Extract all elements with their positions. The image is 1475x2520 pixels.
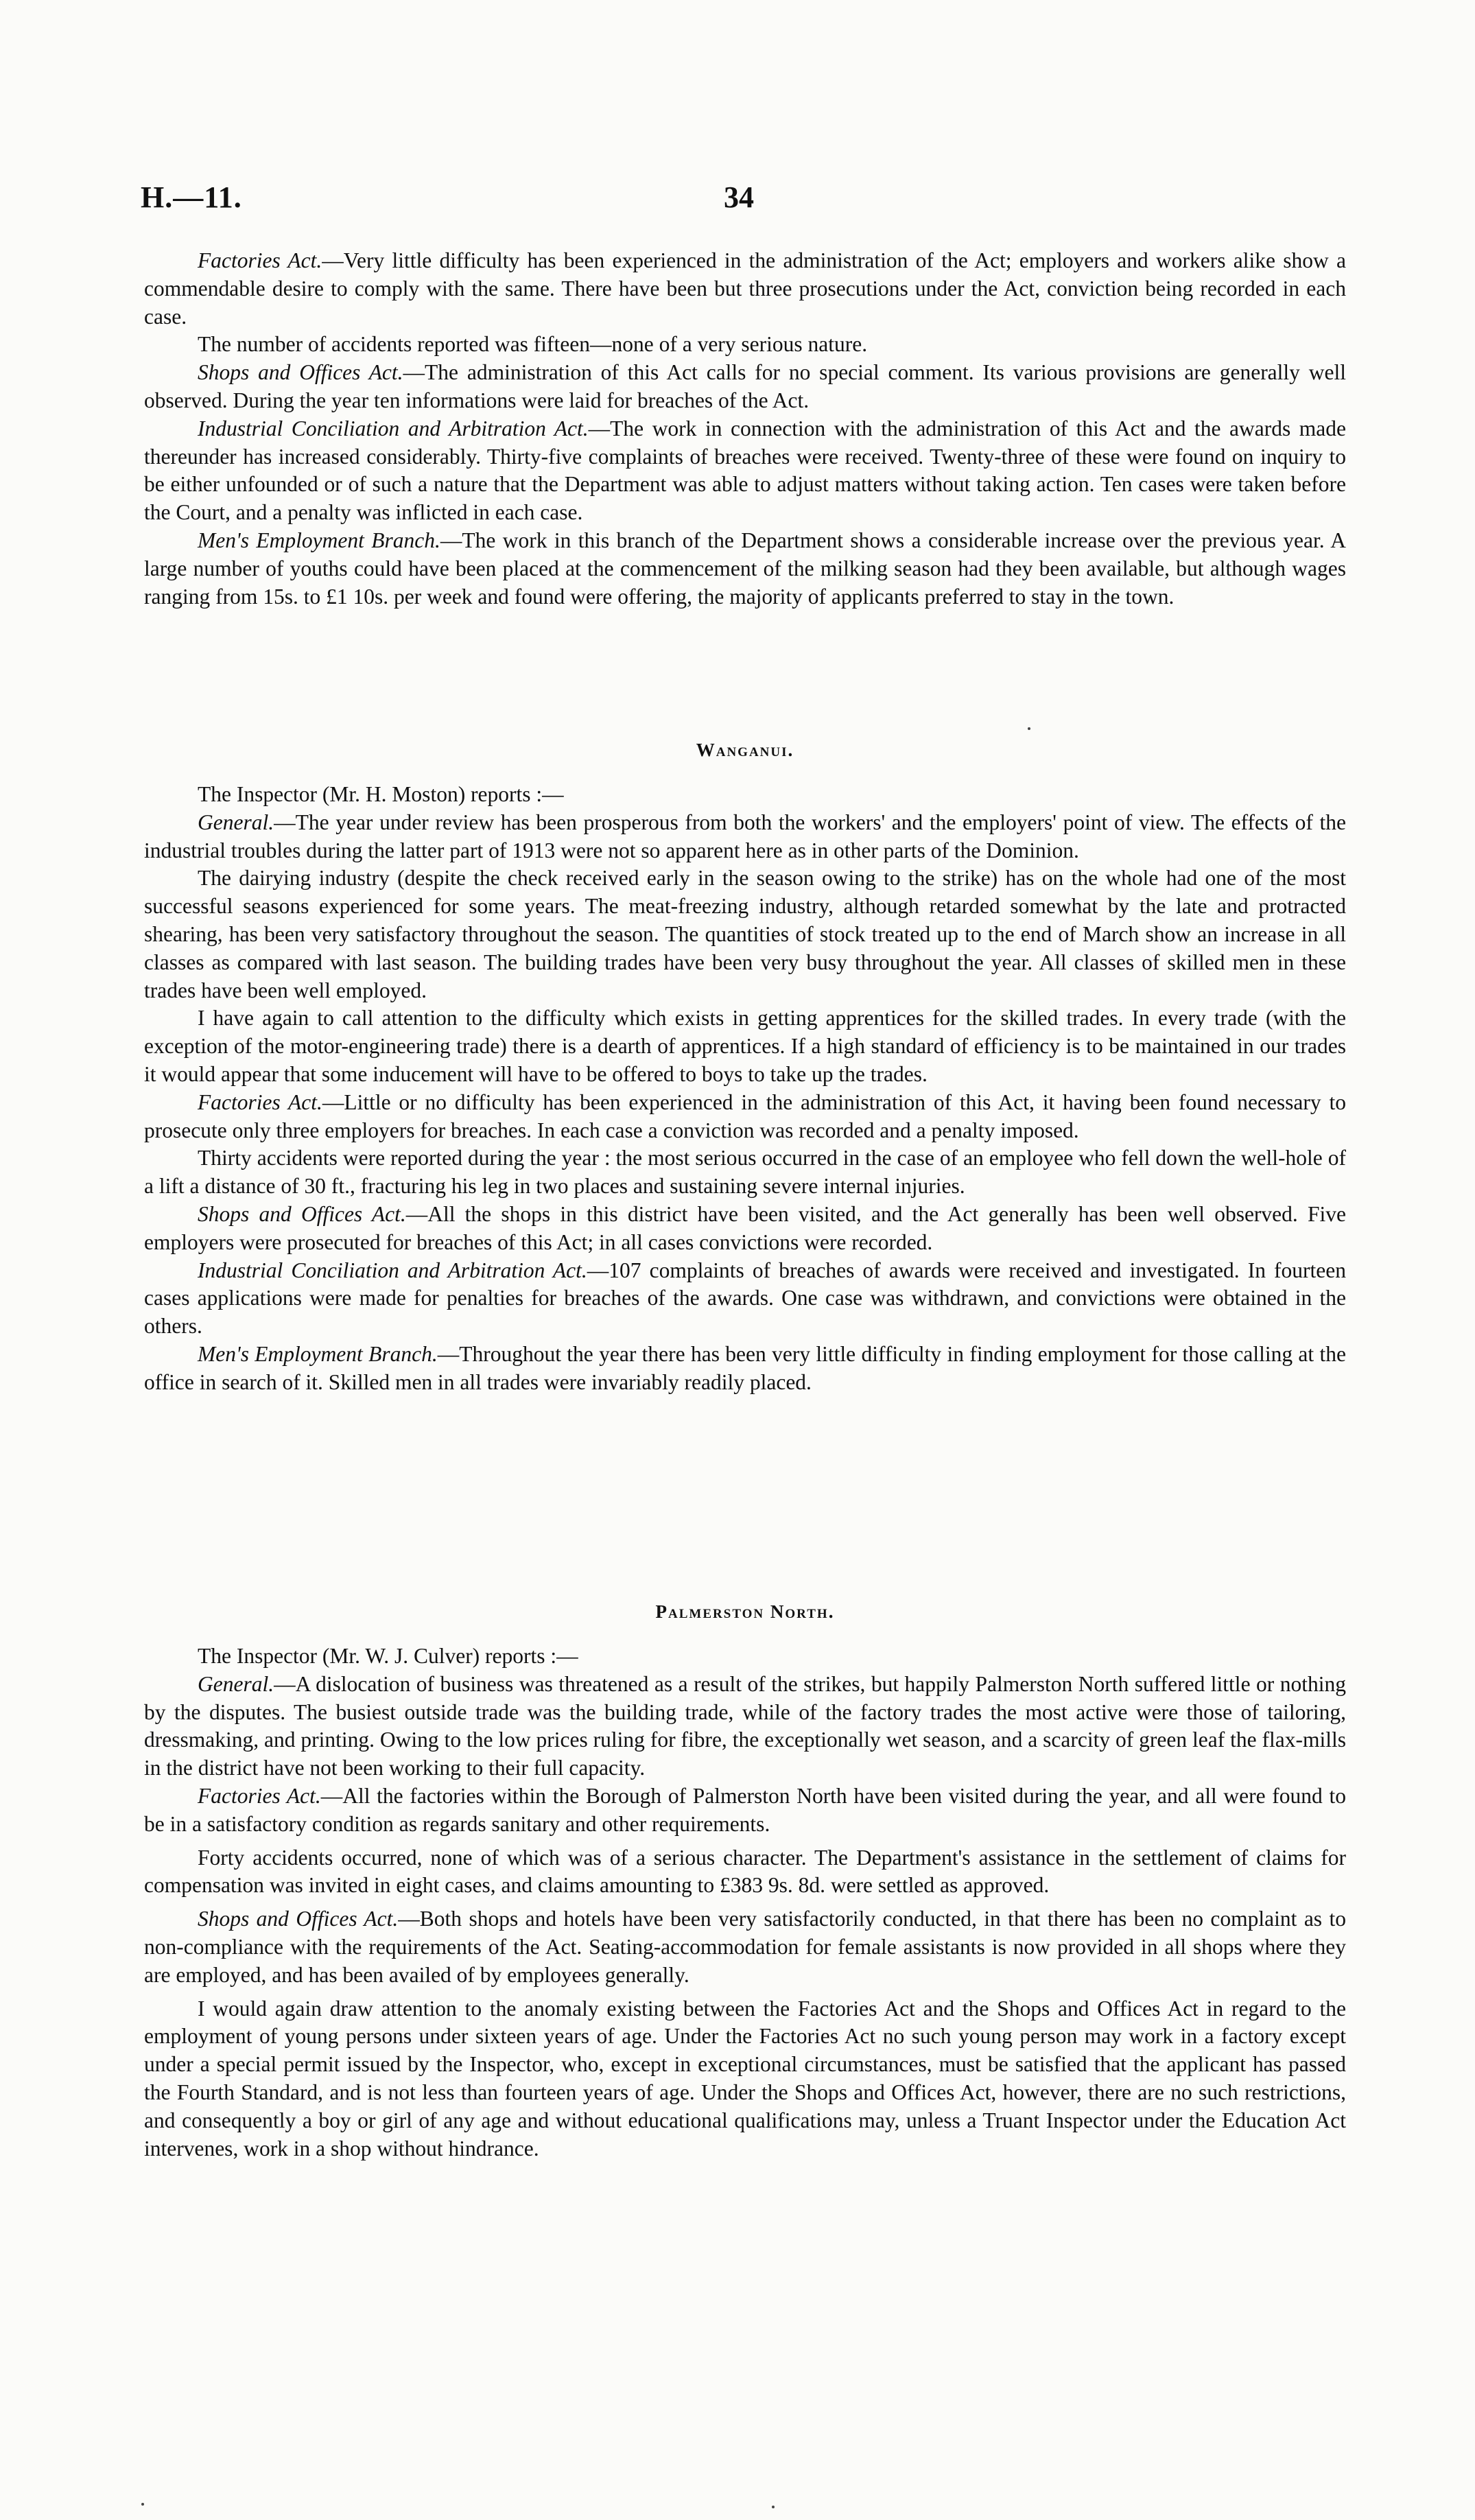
- paragraph: Forty accidents occurred, none of which was of a serious character. The Department's assistance in the settlement of claims for compensation was invited in eight cases, and claims amounting to £383 9s. 8d. were settled as approved.: [144, 1845, 1346, 1898]
- paragraph: I would again draw attention to the anomaly existing between the Factories Act and the Shops and Offices Act in regard to the employment of young persons under sixteen years of age. Under the Factories Act no such young person may work in a factory except under a special permit issued by the Inspector, who, except in exceptional circumstances, must be satisfied that the applicant has passed the Fourth Standard, and is not less than fourteen years of age. Under the Shops and Offices Act, however, there are no such restrictions, and consequently a boy or girl of any age and without educational qualifications may, unless a Truant Inspector under the Education Act intervenes, work in a shop without hindrance.: [144, 1996, 1346, 2160]
- paragraph: General.—The year under review has been prosperous from both the workers' and the employers' point of view. The effects of the industrial troubles during the latter part of 1913 were not so apparent here as in other parts of the Dominion.: [144, 810, 1346, 862]
- section-wanganui: [144, 781, 1346, 1397]
- para-label: Industrial Conciliation and Arbitration Act.: [198, 1258, 587, 1282]
- para-label: Factories Act.: [198, 248, 322, 272]
- section-heading-wanganui: Wanganui.: [696, 740, 794, 760]
- print-speck: [141, 2503, 144, 2506]
- paragraph: The Inspector (Mr. W. J. Culver) reports :—: [198, 1644, 578, 1668]
- paragraph: General.—A dislocation of business was threatened as a result of the strikes, but happily Palmerston North suffered little or nothing by the disputes. The busiest outside trade was the building trade, while of the factory trades the most active were those of tailoring, dressmaking, and printing. Owing to the low prices ruling for fibre, the exceptionally wet season, and a scarcity of green leaf the flax-mills in the district have not been working to their full capacity.: [144, 1671, 1346, 1780]
- report-id: H.—11.: [141, 180, 242, 214]
- paragraph: Men's Employment Branch.—Throughout the year there has been very little difficulty in finding employment for those calling at the office in search of it. Skilled men in all trades were invariably readily placed.: [144, 1341, 1346, 1394]
- para-label: Shops and Offices Act.: [198, 1201, 406, 1226]
- paragraph: Industrial Conciliation and Arbitration Act.—107 complaints of breaches of awards were received and investigated. In fourteen cases applications were made for penalties for breaches of the awards. One case was withdrawn, and convictions were obtained in the others.: [144, 1258, 1346, 1339]
- para-label: Men's Employment Branch.: [198, 528, 440, 552]
- paragraph: Factories Act.—Very little difficulty has been experienced in the administration of the Act; employers and workers alike show a commendable desire to comply with the same. There have been but three prosecutions under the Act, conviction being recorded in each case.: [144, 248, 1346, 329]
- para-label: Shops and Offices Act.: [198, 1907, 399, 1931]
- paragraph: Shops and Offices Act.—All the shops in this district have been visited, and the Act generally has been well observed. Five employers were prosecuted for breaches of this Act; in all cases convictions were recorded.: [144, 1201, 1347, 1254]
- paragraph: Factories Act.—Little or no difficulty has been experienced in the administration of this Act, it having been found necessary to prosecute only three employers for breaches. In each case a conviction was recorded and a penalty imposed.: [144, 1090, 1346, 1142]
- section-palmerston-north: [144, 1642, 1346, 2163]
- paragraph: The Inspector (Mr. H. Moston) reports :—: [198, 782, 564, 806]
- para-label: General.: [198, 1671, 274, 1696]
- para-label: General.: [198, 810, 274, 834]
- paragraph: Factories Act.—All the factories within the Borough of Palmerston North have been visited during the year, and all were found to be in a satisfactory condition as regards sanitary and other requirements.: [144, 1783, 1346, 1836]
- paragraph: Industrial Conciliation and Arbitration Act.—The work in connection with the administration of this Act and the awards made thereunder has increased considerably. Thirty-five complaints of breaches were received. Twenty-three of these were found on inquiry to be either unfounded or of such a nature that the Department was able to adjust matters without taking action. Ten cases were taken before the Court, and a penalty was inflicted in each case.: [144, 416, 1346, 525]
- para-label: Men's Employment Branch.: [198, 1341, 438, 1366]
- paragraph: Shops and Offices Act.—Both shops and hotels have been very satisfactorily conducted, in that there has been no complaint as to non-compliance with the requirements of the Act. Seating-accommodation for female assistants is now provided in all shops where they are employed, and has been availed of by employees generally.: [144, 1907, 1346, 1987]
- paragraph: I have again to call attention to the difficulty which exists in getting apprentices for the skilled trades. In every trade (with the exception of the motor-engineering trade) there is a dearth of apprentices. If a high standard of efficiency is to be maintained in our trades it would appear that some inducement will have to be offered to boys to take up the trades.: [144, 1006, 1346, 1086]
- para-label: Industrial Conciliation and Arbitration Act.: [198, 416, 589, 440]
- section-continued: [144, 247, 1346, 611]
- paragraph: Thirty accidents were reported during the year : the most serious occurred in the case of an employee who fell down the well-hole of a lift a distance of 30 ft., fracturing his leg in two places and sustaining severe internal injuries.: [144, 1146, 1346, 1199]
- section-heading-palmerston-north: Palmerston North.: [655, 1601, 835, 1622]
- paragraph: Men's Employment Branch.—The work in this branch of the Department shows a considerable increase over the previous year. A large number of youths could have been placed at the commencement of the milking season had they been available, but although wages ranging from 15s. to £1 10s. per week and found were offering, the majority of applicants preferred to stay in the town.: [144, 528, 1347, 609]
- print-speck: [772, 2506, 775, 2508]
- para-label: Shops and Offices Act.: [198, 360, 403, 385]
- paragraph: Shops and Offices Act.—The administration of this Act calls for no special comment. Its various provisions are generally well observed. During the year ten informations were laid for breaches of the Act.: [144, 360, 1346, 412]
- print-speck: [1028, 727, 1030, 730]
- page-header: [141, 180, 1334, 221]
- para-label: Factories Act.: [198, 1783, 321, 1808]
- paragraph: The dairying industry (despite the check received early in the season owing to the strike) has on the whole had one of the most successful seasons experienced for some years. The meat-freezing industry, although retarded somewhat by the late and protracted shearing, has been very satisfactory throughout the season. The quantities of stock treated up to the end of March show an increase in all classes as compared with last season. The building trades have been very busy throughout the year. All classes of skilled men in these trades have been well employed.: [144, 866, 1346, 1002]
- para-label: Factories Act.: [198, 1090, 322, 1114]
- paragraph: The number of accidents reported was fifteen—none of a very serious nature.: [198, 332, 868, 357]
- page-number: 34: [724, 180, 754, 214]
